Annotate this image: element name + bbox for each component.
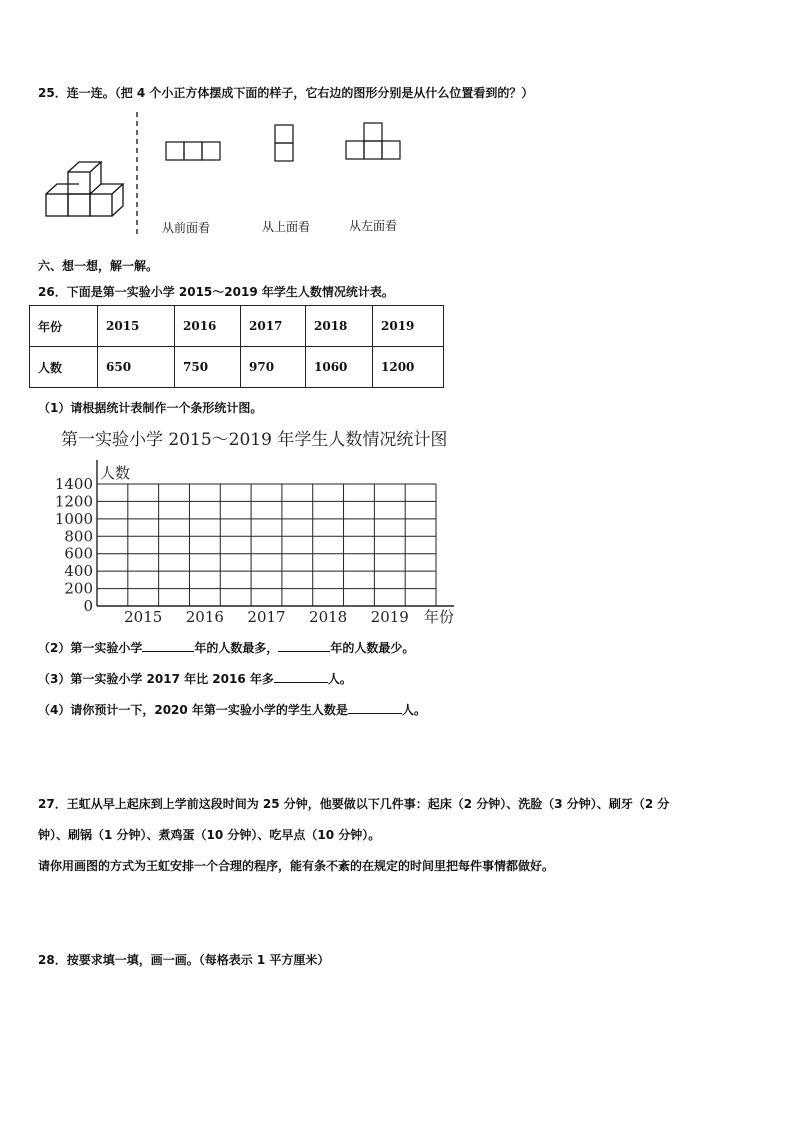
- x-tick-label: 2017: [247, 608, 286, 626]
- answer-blank-max-year[interactable]: [142, 638, 194, 652]
- x-tick-label: 2018: [309, 608, 348, 626]
- table-row-counts: [30, 347, 444, 388]
- q27-line2: 钟）、刷锅（1 分钟）、煮鸡蛋（10 分钟）、吃早点（10 分钟）。: [38, 828, 381, 842]
- caption-top-view: 从上面看: [262, 220, 311, 234]
- table-row-years: [30, 306, 444, 347]
- x-tick-label: 2016: [185, 608, 224, 626]
- q26-part3-prefix: （3）第一实验小学 2017 年比 2016 年多: [38, 672, 274, 686]
- answer-blank-difference[interactable]: [274, 669, 328, 683]
- y-tick-label: 0: [83, 597, 93, 615]
- table-header-count: 人数: [30, 347, 98, 388]
- table-cell: 1200: [373, 347, 444, 388]
- q26-part3: [38, 669, 352, 687]
- table-cell: 970: [241, 347, 306, 388]
- q28-text: 28．按要求填一填，画一画。（每格表示 1 平方厘米）: [38, 953, 330, 967]
- caption-front-view: 从前面看: [162, 221, 211, 235]
- table-cell: 2016: [175, 306, 241, 347]
- q26-part3-suffix: 人。: [327, 672, 352, 686]
- table-cell: 1060: [306, 347, 373, 388]
- q26-part1: （1）请根据统计表制作一个条形统计图。: [38, 401, 263, 415]
- view-left-shape: [345, 122, 403, 162]
- y-tick-label: 1400: [54, 475, 93, 493]
- q26-part2: [38, 638, 414, 656]
- y-tick-label: 400: [64, 562, 93, 581]
- y-tick-label: 1000: [54, 509, 93, 528]
- x-axis-label: 年份: [424, 608, 455, 626]
- view-top-shape: [274, 124, 296, 164]
- x-tick-label: 2019: [370, 608, 409, 626]
- q26-part2-suffix: 年的人数最少。: [330, 641, 415, 655]
- q26-part4-prefix: （4）请你预计一下，2020 年第一实验小学的学生人数是: [38, 703, 348, 717]
- bar-chart: [36, 426, 466, 626]
- table-cell: 2017: [241, 306, 306, 347]
- cube-stack-figure: [40, 150, 140, 225]
- y-tick-label: 600: [64, 544, 93, 563]
- stats-table: [29, 305, 444, 388]
- x-tick-label: 2015: [124, 608, 163, 626]
- y-tick-label: 200: [64, 579, 93, 598]
- q26-text: 26．下面是第一实验小学 2015～2019 年学生人数情况统计表。: [38, 285, 394, 299]
- answer-blank-min-year[interactable]: [278, 638, 330, 652]
- dashed-divider: [134, 112, 140, 237]
- table-header-year: 年份: [30, 306, 98, 347]
- q26-part4-suffix: 人。: [401, 703, 426, 717]
- y-tick-label: 800: [64, 527, 93, 546]
- table-cell: 2015: [98, 306, 175, 347]
- view-front-shape: [165, 141, 223, 163]
- answer-blank-forecast[interactable]: [348, 700, 402, 714]
- table-cell: 2019: [373, 306, 444, 347]
- q25-text: 25．连一连。（把 4 个小正方体摆成下面的样子，它右边的图形分别是从什么位置看到的？）: [38, 86, 534, 100]
- q27-line3: 请你用画图的方式为王虹安排一个合理的程序，能有条不紊的在规定的时间里把每件事情都做好。: [38, 859, 555, 873]
- y-axis-label: 人数: [100, 464, 131, 482]
- chart-title: 第一实验小学 2015～2019 年学生人数情况统计图: [61, 430, 448, 450]
- q27-line1: 27．王虹从早上起床到上学前这段时间为 25 分钟，他要做以下几件事：起床（2 分钟）、洗脸（3 分钟）、刷牙（2 分: [38, 797, 670, 811]
- table-cell: 750: [175, 347, 241, 388]
- table-cell: 650: [98, 347, 175, 388]
- caption-left-view: 从左面看: [349, 219, 398, 233]
- q26-part4: [38, 700, 426, 718]
- table-cell: 2018: [306, 306, 373, 347]
- q26-part2-prefix: （2）第一实验小学: [38, 641, 143, 655]
- q26-part2-middle: 年的人数最多，: [194, 641, 279, 655]
- section6-title: 六、想一想，解一解。: [38, 259, 159, 273]
- y-tick-label: 1200: [54, 492, 93, 511]
